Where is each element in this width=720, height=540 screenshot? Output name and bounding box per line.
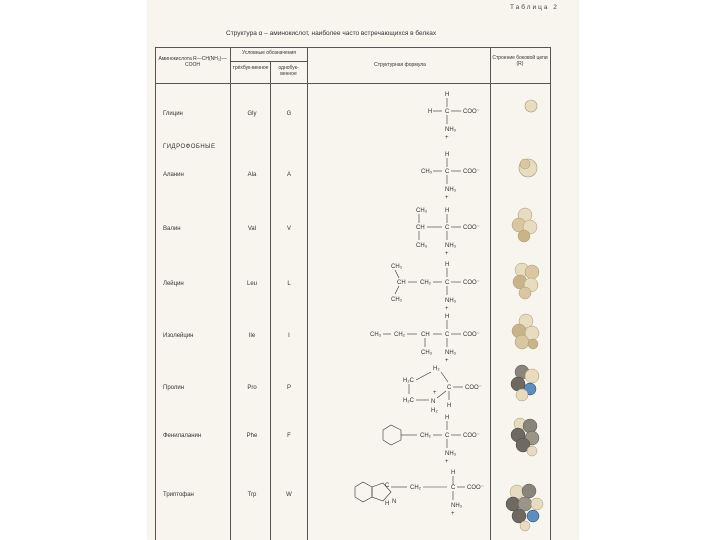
svg-text:H₂C: H₂C	[403, 378, 414, 384]
svg-text:CH₃: CH₃	[370, 332, 382, 338]
header-designations: Условные обозначения	[241, 50, 297, 56]
col-rule-1	[230, 47, 231, 540]
svg-text:CH₃: CH₃	[421, 169, 433, 175]
group-label-hydrophobic: ГИДРОФОБНЫЕ	[163, 144, 216, 150]
svg-text:H: H	[445, 152, 450, 158]
three-letter-code: Ala	[247, 172, 257, 178]
svg-text:CH₃: CH₃	[391, 297, 403, 303]
col-rule-3	[307, 47, 308, 540]
svg-text:N: N	[431, 399, 436, 405]
svg-text:CH₂: CH₂	[410, 485, 421, 491]
side-chain-model-proline	[508, 362, 542, 409]
structural-formula-valine	[315, 203, 485, 261]
svg-text:C: C	[451, 485, 456, 491]
indole-benzene-ring	[355, 482, 372, 502]
col-rule-4	[490, 47, 491, 540]
amino-acid-name: Изолейцин	[163, 333, 194, 339]
svg-text:H: H	[447, 403, 452, 409]
one-letter-code: P	[286, 385, 291, 391]
side-chain-model-leucine	[510, 260, 542, 305]
svg-text:NH₃: NH₃	[445, 127, 457, 133]
svg-text:H₂: H₂	[433, 366, 440, 372]
side-chain-model-tryptophan	[505, 482, 547, 537]
svg-text:CH₃: CH₃	[391, 264, 403, 270]
svg-text:COO⁻: COO⁻	[463, 225, 480, 231]
amino-acid-name: Триптофан	[163, 492, 194, 498]
svg-text:+: +	[433, 390, 437, 396]
table-caption: Структура α – аминокислот, наиболее часто встречающихся в белках	[226, 30, 437, 37]
svg-text:NH₃: NH₃	[445, 243, 457, 249]
three-letter-code: Phe	[246, 433, 258, 439]
svg-text:COO⁻: COO⁻	[465, 385, 482, 391]
svg-text:+: +	[445, 459, 449, 465]
svg-text:COO⁻: COO⁻	[467, 485, 484, 491]
svg-text:CH: CH	[421, 332, 430, 338]
svg-text:NH₃: NH₃	[445, 451, 457, 457]
one-letter-code: G	[286, 111, 292, 117]
one-letter-code: F	[287, 433, 291, 439]
three-letter-code: Val	[247, 226, 257, 232]
three-letter-code: Leu	[246, 281, 257, 287]
one-letter-code: I	[288, 333, 290, 339]
svg-text:CH₃: CH₃	[421, 350, 433, 356]
amino-acid-name: Валин	[163, 226, 181, 232]
designation-subrule	[230, 61, 307, 62]
side-chain-model-phenylalanine	[508, 415, 544, 464]
svg-text:COO⁻: COO⁻	[463, 433, 480, 439]
svg-text:COO⁻: COO⁻	[463, 109, 480, 115]
svg-text:+: +	[445, 195, 449, 201]
amino-acid-name: Лейцин	[163, 281, 184, 287]
svg-text:H: H	[428, 109, 433, 115]
svg-text:CH₂: CH₂	[394, 332, 405, 338]
svg-text:+: +	[451, 511, 455, 517]
header-one-letter: однобук-венное	[278, 65, 299, 77]
svg-text:CH: CH	[397, 280, 406, 286]
svg-text:NH₃: NH₃	[445, 187, 457, 193]
one-letter-code: L	[287, 281, 291, 287]
svg-text:H: H	[385, 501, 390, 507]
svg-text:C: C	[445, 169, 450, 175]
three-letter-code: Trp	[247, 492, 257, 498]
one-letter-code: A	[286, 172, 291, 178]
amino-acid-name: Аланин	[163, 172, 184, 178]
svg-text:C: C	[385, 483, 390, 489]
svg-text:+: +	[445, 358, 449, 364]
svg-text:C: C	[445, 109, 450, 115]
svg-text:NH₃: NH₃	[451, 503, 463, 509]
svg-text:H: H	[445, 92, 450, 98]
svg-text:+: +	[445, 306, 449, 312]
svg-text:H: H	[445, 262, 450, 268]
side-chain-model-alanine	[516, 155, 540, 186]
svg-text:CH₂: CH₂	[420, 433, 431, 439]
svg-text:CH: CH	[416, 225, 425, 231]
structural-formula-glycine	[315, 88, 485, 146]
side-chain-model-isoleucine	[510, 312, 542, 357]
side-chain-model-valine	[510, 205, 540, 250]
svg-text:CH₂: CH₂	[420, 280, 431, 286]
structural-formula-tryptophan	[315, 465, 485, 523]
structural-formula-phenylalanine	[315, 410, 485, 468]
col-rule-2	[270, 61, 271, 540]
side-chain-model-glycine	[523, 98, 539, 119]
structural-formula-leucine	[315, 258, 485, 316]
header-side-chain: Строение боковой цепи (R)	[492, 55, 548, 67]
svg-text:C: C	[445, 332, 450, 338]
three-letter-code: Pro	[247, 385, 257, 391]
svg-text:+: +	[445, 251, 449, 257]
benzene-ring	[383, 425, 401, 445]
svg-text:CH₃: CH₃	[416, 208, 428, 214]
header-structural-formula: Структурная формула	[374, 62, 426, 68]
svg-text:H: H	[451, 470, 456, 476]
svg-text:C: C	[445, 225, 450, 231]
table-left-rule	[155, 47, 156, 540]
svg-text:CH₃: CH₃	[416, 243, 428, 249]
header-three-letter: трёхбук-венное	[232, 65, 269, 71]
svg-text:COO⁻: COO⁻	[463, 169, 480, 175]
table-right-rule	[550, 47, 551, 540]
svg-text:C: C	[447, 385, 452, 391]
svg-text:H₂C: H₂C	[403, 398, 414, 404]
svg-text:NH₃: NH₃	[445, 350, 457, 356]
svg-text:H: H	[445, 415, 450, 421]
svg-text:H: H	[445, 314, 450, 320]
amino-acid-name: Глицин	[163, 111, 183, 117]
svg-text:COO⁻: COO⁻	[463, 280, 480, 286]
svg-text:NH₃: NH₃	[445, 298, 457, 304]
amino-acid-name: Фенилаланин	[163, 433, 202, 439]
svg-text:COO⁻: COO⁻	[463, 332, 480, 338]
svg-text:C: C	[445, 433, 450, 439]
one-letter-code: V	[286, 226, 291, 232]
structural-formula-alanine	[315, 148, 485, 206]
svg-text:C: C	[445, 280, 450, 286]
svg-text:H: H	[445, 208, 450, 214]
three-letter-code: Gly	[247, 111, 257, 117]
one-letter-code: W	[286, 492, 292, 498]
table-number: Таблица 2	[510, 4, 559, 11]
three-letter-code: Ile	[248, 333, 256, 339]
svg-text:+: +	[445, 135, 449, 141]
amino-acid-name: Пролин	[163, 385, 185, 391]
header-amino-acid: Аминокислота R—CH(NH₂)—COOH	[158, 56, 227, 68]
svg-text:H₂: H₂	[431, 408, 438, 414]
svg-text:N: N	[392, 499, 397, 505]
